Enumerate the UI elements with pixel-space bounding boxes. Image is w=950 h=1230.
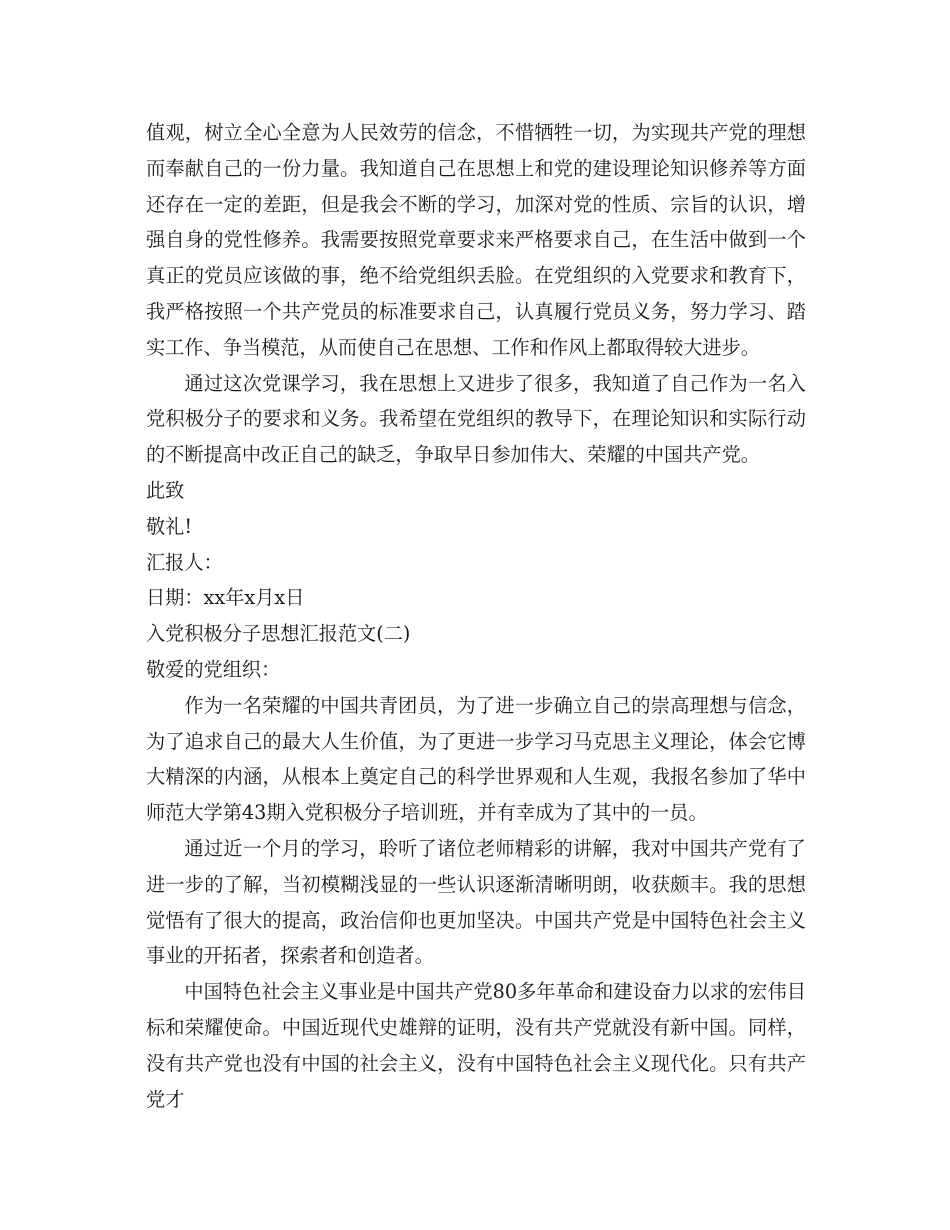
date-line: 日期：xx年x月x日	[146, 586, 305, 610]
reporter-label: 汇报人：	[146, 550, 223, 574]
document-body	[146, 115, 806, 1117]
paragraph-youth-league: 作为一名荣耀的中国共青团员，为了进一步确立自己的崇高理想与信念，为了追求自己的最大人生价值，为了更进一步学习马克思主义理论，体会它博大精深的内涵，从根本上奠定自己的科学世界观和人生观，我报名参加了华中师范大学第43期入党积极分子培训班，并有幸成为了其中的一员。	[146, 693, 806, 825]
paragraph-party-lesson: 通过这次党课学习，我在思想上又进步了很多，我知道了自己作为一名入党积极分子的要求和义务。我希望在党组织的教导下，在理论知识和实际行动的不断提高中改正自己的缺乏，争取早日参加伟大、荣耀的中国共产党。	[146, 371, 806, 467]
paragraph-study-month: 通过近一个月的学习，聆听了诸位老师精彩的讲解，我对中国共产党有了进一步的了解，当初模糊浅显的一些认识逐渐清晰明朗，收获颇丰。我的思想觉悟有了很大的提高，政治信仰也更加坚决。中国共产党是中国特色社会主义事业的开拓者，探索者和创造者。	[146, 836, 806, 968]
closing-respect: 敬礼!	[146, 514, 193, 538]
paragraph-continuation: 值观，树立全心全意为人民效劳的信念，不惜牺牲一切，为实现共产党的理想而奉献自己的一份力量。我知道自己在思想上和党的建设理论知识修养等方面还存在一定的差距，但是我会不断的学习，加深对党的性质、宗旨的认识，增强自身的党性修养。我需要按照党章要求来严格要求自己，在生活中做到一个真正的党员应该做的事，绝不给党组织丢脸。在党组织的入党要求和教育下，我严格按照一个共产党员的标准要求自己，认真履行党员义务，努力学习、踏实工作、争当模范，从而使自己在思想、工作和作风上都取得较大进步。	[146, 121, 806, 359]
section-title: 入党积极分子思想汇报范文(二)	[146, 622, 411, 646]
closing-salutation: 此致	[146, 478, 185, 502]
greeting: 敬爱的党组织：	[146, 657, 281, 681]
paragraph-socialism: 中国特色社会主义事业是中国共产党80多年革命和建设奋力以求的宏伟目标和荣耀使命。中国近现代史雄辩的证明，没有共产党就没有新中国。同样，没有共产党也没有中国的社会主义，没有中国特色社会主义现代化。只有共产党才	[146, 980, 806, 1111]
